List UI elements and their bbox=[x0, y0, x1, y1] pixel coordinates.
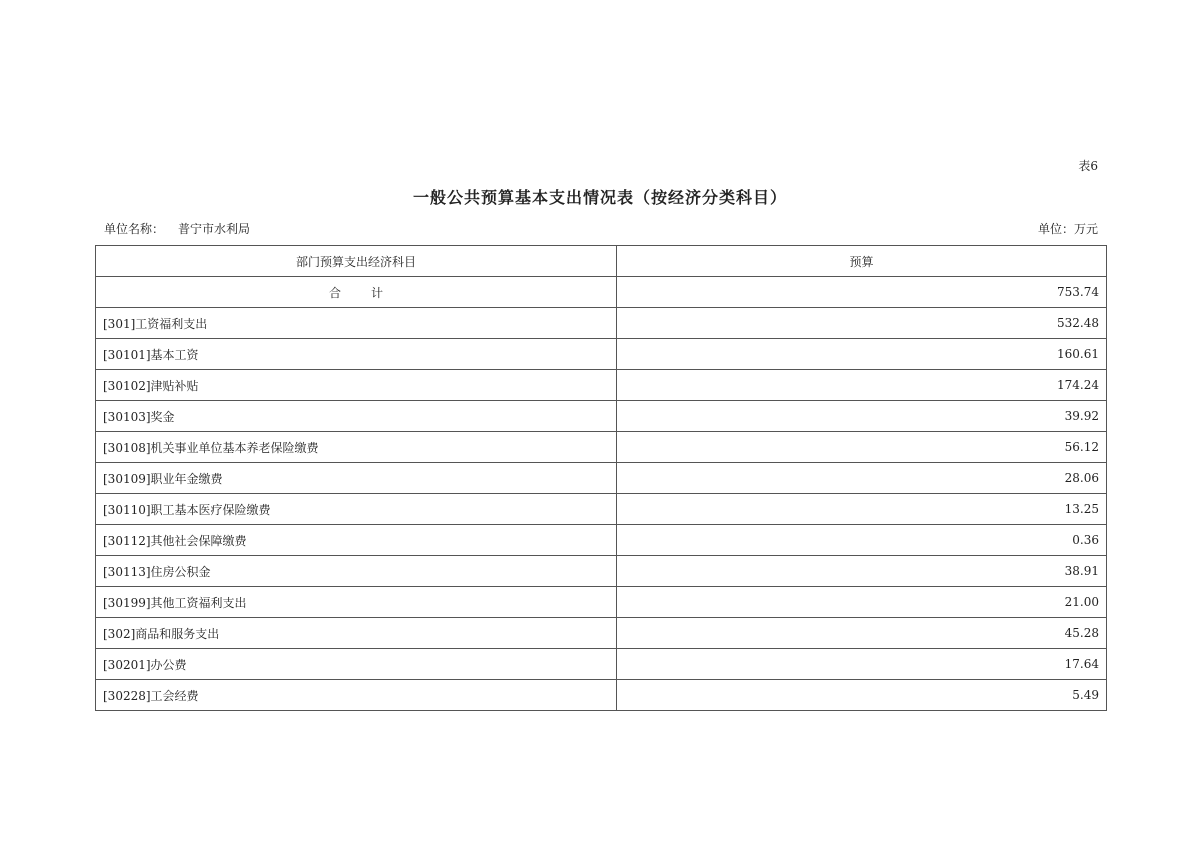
budget-table bbox=[95, 245, 1107, 711]
table-row bbox=[96, 401, 1107, 432]
row-category: [302]商品和服务支出 bbox=[96, 618, 617, 649]
row-budget: 56.12 bbox=[617, 432, 1107, 463]
row-category: [30112]其他社会保障缴费 bbox=[96, 525, 617, 556]
unit-name-label: 单位名称： bbox=[104, 222, 165, 236]
table-row bbox=[96, 525, 1107, 556]
row-budget: 13.25 bbox=[617, 494, 1107, 525]
unit-name-value: 普宁市水利局 bbox=[178, 222, 251, 236]
header-budget: 预算 bbox=[617, 246, 1107, 277]
total-value: 753.74 bbox=[617, 277, 1107, 308]
table-row bbox=[96, 618, 1107, 649]
row-category: [30108]机关事业单位基本养老保险缴费 bbox=[96, 432, 617, 463]
row-category: [30228]工会经费 bbox=[96, 680, 617, 711]
table-row bbox=[96, 308, 1107, 339]
header-economic-category: 部门预算支出经济科目 bbox=[96, 246, 617, 277]
row-budget: 174.24 bbox=[617, 370, 1107, 401]
table-row bbox=[96, 339, 1107, 370]
table-row bbox=[96, 649, 1107, 680]
row-category: [30103]奖金 bbox=[96, 401, 617, 432]
row-category: [30199]其他工资福利支出 bbox=[96, 587, 617, 618]
row-category: [301]工资福利支出 bbox=[96, 308, 617, 339]
total-label: 合计 bbox=[96, 277, 617, 308]
row-budget: 21.00 bbox=[617, 587, 1107, 618]
table-row bbox=[96, 370, 1107, 401]
row-budget: 5.49 bbox=[617, 680, 1107, 711]
table-row bbox=[96, 494, 1107, 525]
row-budget: 39.92 bbox=[617, 401, 1107, 432]
table-row bbox=[96, 556, 1107, 587]
row-budget: 38.91 bbox=[617, 556, 1107, 587]
table-header-row bbox=[96, 246, 1107, 277]
table-number: 表6 bbox=[1078, 159, 1098, 173]
document-title: 一般公共预算基本支出情况表（按经济分类科目） bbox=[412, 188, 787, 207]
row-category: [30102]津贴补贴 bbox=[96, 370, 617, 401]
table-row bbox=[96, 680, 1107, 711]
table-row bbox=[96, 587, 1107, 618]
row-budget: 160.61 bbox=[617, 339, 1107, 370]
row-budget: 28.06 bbox=[617, 463, 1107, 494]
row-budget: 45.28 bbox=[617, 618, 1107, 649]
row-budget: 17.64 bbox=[617, 649, 1107, 680]
table-row bbox=[96, 432, 1107, 463]
row-category: [30109]职业年金缴费 bbox=[96, 463, 617, 494]
row-category: [30201]办公费 bbox=[96, 649, 617, 680]
row-category: [30110]职工基本医疗保险缴费 bbox=[96, 494, 617, 525]
row-budget: 532.48 bbox=[617, 308, 1107, 339]
unit-name-line bbox=[104, 220, 250, 237]
row-category: [30113]住房公积金 bbox=[96, 556, 617, 587]
table-row-total bbox=[96, 277, 1107, 308]
unit-measure: 单位：万元 bbox=[1037, 222, 1098, 236]
table-row bbox=[96, 463, 1107, 494]
row-budget: 0.36 bbox=[617, 525, 1107, 556]
row-category: [30101]基本工资 bbox=[96, 339, 617, 370]
